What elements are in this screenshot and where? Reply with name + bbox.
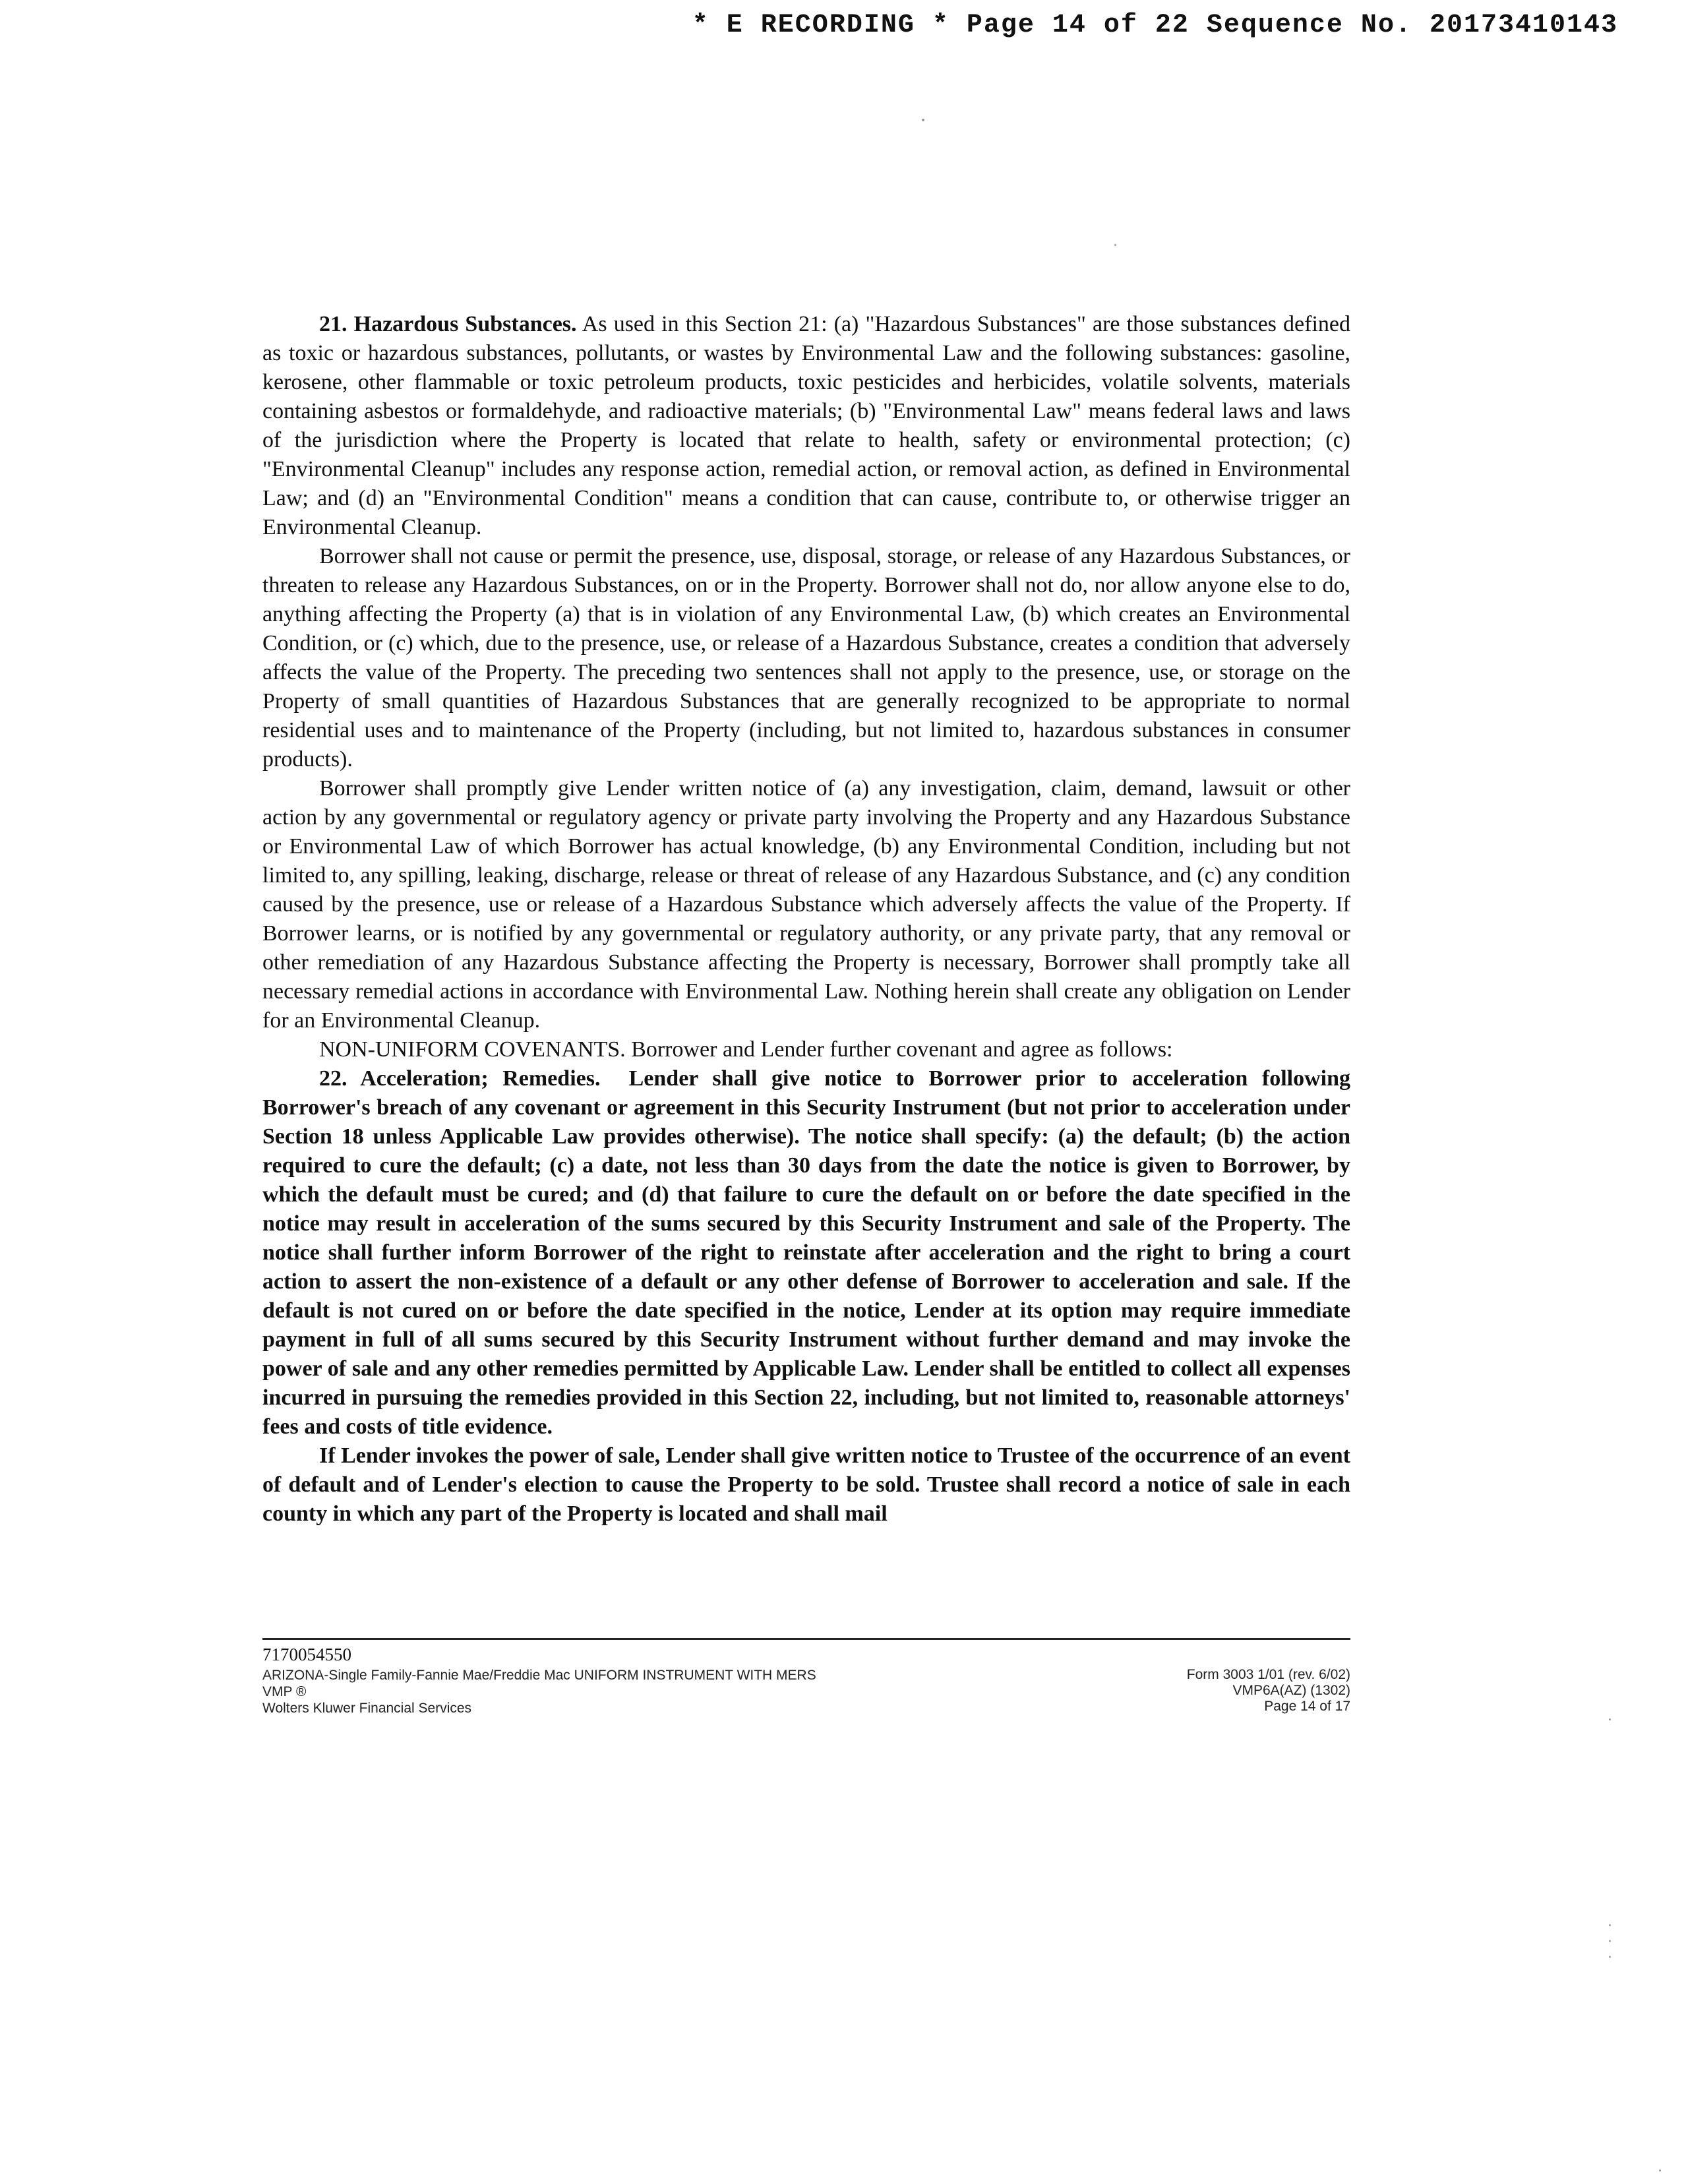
form-code: VMP6A(AZ) (1302) — [1232, 1683, 1350, 1698]
scan-speck — [1609, 1924, 1611, 1926]
form-number: Form 3003 1/01 (rev. 6/02) — [1186, 1667, 1350, 1682]
scan-speck — [1659, 2169, 1661, 2171]
non-uniform-covenants: NON-UNIFORM COVENANTS. Borrower and Lender further covenant and agree as follows: — [319, 1037, 1173, 1062]
section-21-heading: 21. Hazardous Substances. — [319, 312, 577, 336]
footer-right — [1187, 1667, 1350, 1714]
section-21-paragraph-3: Borrower shall promptly give Lender written notice of (a) any investigation, claim, demand, lawsuit or other action by any governmental or regulatory agency or private party involving the Property and any Hazardous Substance or Environmental Law of which Borrower has actual knowledge, (b) any Environmental Condition, including but not limited to, any spilling, leaking, discharge, release or threat of release of any Hazardous Substance, and (c) any condition caused by the presence, use or release of a Hazardous Substance which adversely affects the value of the Property. If Borrower learns, or is notified by any governmental or regulatory authority, or any private party, that any removal or other remediation of any Hazardous Substance affecting the Property is necessary, Borrower shall promptly take all necessary remedial actions in accordance with Environmental Law. Nothing herein shall create any obligation on Lender for an Environmental Cleanup. — [262, 776, 1350, 1033]
section-21-paragraph-2: Borrower shall not cause or permit the presence, use, disposal, storage, or release of any Hazardous Substances, or threaten to release any Hazardous Substances, on or in the Property. Borrower shall not do, nor allow anyone else to do, anything affecting the Property (a) that is in violation of any Environmental Law, (b) which creates an Environmental Condition, or (c) which, due to the presence, use, or release of a Hazardous Substance, creates a condition that adversely affects the value of the Property. The preceding two sentences shall not apply to the presence, use, or storage on the Property of small quantities of Hazardous Substances that are generally recognized to be appropriate to normal residential uses and to maintenance of the Property (including, but not limited to, hazardous substances in consumer products). — [262, 544, 1350, 772]
scan-speck — [1609, 1956, 1611, 1958]
instrument-title: ARIZONA-Single Family-Fannie Mae/Freddie Mac UNIFORM INSTRUMENT WITH MERS — [262, 1668, 816, 1683]
recording-header: * E RECORDING * Page 14 of 22 Sequence No. 20173410143 — [692, 11, 1618, 40]
section-22-paragraph-2: If Lender invokes the power of sale, Lender shall give written notice to Trustee of the occurrence of an event of default and of Lender's election to cause the Property to be sold. Trustee shall record a notice of sale in each county in which any part of the Property is located and shall mail — [262, 1443, 1350, 1526]
loan-number: 7170054550 — [262, 1645, 351, 1664]
document-body — [262, 310, 1350, 1529]
scan-speck — [1114, 244, 1116, 246]
scan-speck — [922, 119, 924, 121]
section-22-heading: 22. Acceleration; Remedies. — [319, 1066, 601, 1091]
footer-left — [262, 1642, 1054, 1716]
vmp-mark: VMP ® — [262, 1684, 307, 1699]
section-22-paragraph-1 — [262, 1064, 1350, 1441]
scan-speck — [1609, 1940, 1611, 1942]
page-number: Page 14 of 17 — [1264, 1699, 1350, 1714]
footer-divider — [262, 1638, 1350, 1640]
section-21-paragraph-1 — [262, 310, 1350, 542]
section-22-text-1: Lender shall give notice to Borrower prior to acceleration following Borrower's breach of any covenant or agreement in this Security Instrument (but not prior to acceleration under Section 18 unless Applicable Law provides otherwise). The notice shall specify: (a) the default; (b) the action required to cure the default; (c) a date, not less than 30 days from the date the notice is given to Borrower, by which the default must be cured; and (d) that failure to cure the default on or before the date specified in the notice may result in acceleration of the sums secured by this Security Instrument and sale of the Property. The notice shall further inform Borrower of the right to reinstate after acceleration and the right to bring a court action to assert the non-existence of a default or any other defense of Borrower to acceleration and sale. If the default is not cured on or before the date specified in the notice, Lender at its option may require immediate payment in full of all sums secured by this Security Instrument without further demand and may invoke the power of sale and any other remedies permitted by Applicable Law. Lender shall be entitled to collect all expenses incurred in pursuing the remedies provided in this Section 22, including, but not limited to, reasonable attorneys' fees and costs of title evidence. — [262, 1066, 1350, 1439]
section-21-text-1: As used in this Section 21: (a) "Hazardous Substances" are those substances defined as toxic or hazardous substances, pollutants, or wastes by Environmental Law and the following substances: gasoline, kerosene, other flammable or toxic petroleum products, toxic pesticides and herbicides, volatile solvents, materials containing asbestos or formaldehyde, and radioactive materials; (b) "Environmental Law" means federal laws and laws of the jurisdiction where the Property is located that relate to health, safety or environmental protection; (c) "Environmental Cleanup" includes any response action, remedial action, or removal action, as defined in Environmental Law; and (d) an "Environmental Condition" means a condition that can cause, contribute to, or otherwise trigger an Environmental Cleanup. — [262, 312, 1350, 539]
publisher-name: Wolters Kluwer Financial Services — [262, 1701, 472, 1716]
scan-speck — [1609, 1718, 1611, 1720]
